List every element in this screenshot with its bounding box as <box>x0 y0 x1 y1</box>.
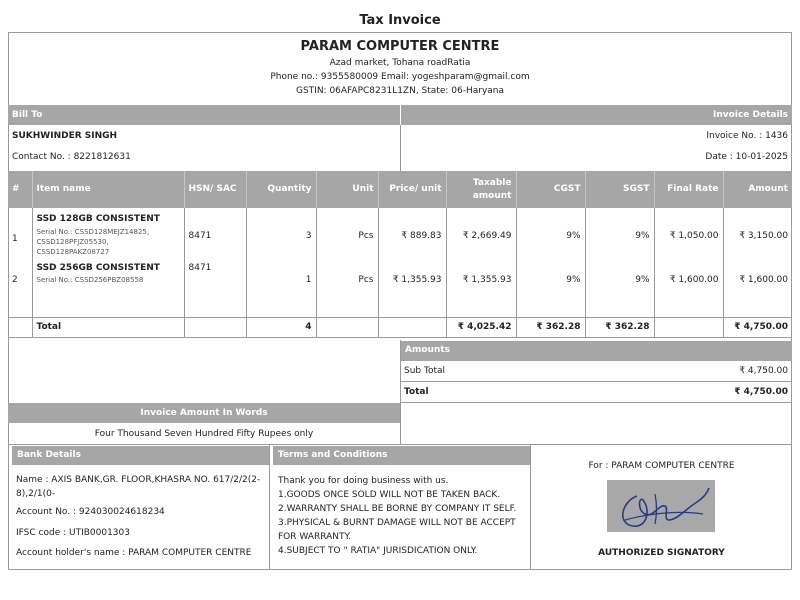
bank-account-number: Account No. : 924030024618234 <box>16 507 165 517</box>
company-address: Azad market, Tohana roadRatia <box>329 58 471 68</box>
col-header-item-name: Item name <box>32 171 184 208</box>
col-header-cgst: CGST <box>516 171 585 208</box>
company-header <box>8 38 792 98</box>
col-header-sgst: SGST <box>585 171 654 208</box>
words-bottom-line <box>8 444 792 445</box>
row-index: 1 <box>8 208 32 263</box>
bill-to-header: Bill To <box>12 110 43 120</box>
amounts-bottom-line <box>401 402 792 403</box>
total-qty: 4 <box>246 317 316 337</box>
col-header-price: Price/ unit <box>378 171 446 208</box>
col-header-amount: Amount <box>723 171 792 208</box>
col-header-final-rate: Final Rate <box>654 171 723 208</box>
table-row <box>8 208 792 263</box>
row-unit: Pcs <box>316 263 378 296</box>
col-header-taxable: Taxable amount <box>446 171 516 208</box>
item-name: SSD 128GB CONSISTENT <box>36 214 160 224</box>
row-final-rate: ₹ 1,600.00 <box>654 263 723 296</box>
row-sgst: 9% <box>585 208 654 263</box>
row-item <box>32 208 184 263</box>
bank-ifsc: IFSC code : UTIB0001303 <box>16 528 130 538</box>
col-header-hsn: HSN/ SAC <box>184 171 246 208</box>
customer-name: SUKHWINDER SINGH <box>12 131 118 141</box>
signature-scribble-icon <box>607 480 715 532</box>
row-hsn: 8471 <box>184 208 246 263</box>
table-spacer-row <box>8 296 792 317</box>
signature-for-line: For : PARAM COMPUTER CENTRE <box>588 461 735 471</box>
row-amount: ₹ 3,150.00 <box>739 230 788 241</box>
company-contact: Phone no.: 9355580009 Email: yogeshparam@gmail.com <box>270 72 530 82</box>
row-taxable: ₹ 1,355.93 <box>446 263 516 296</box>
row-unit: Pcs <box>316 208 378 263</box>
terms-line: 3.PHYSICAL & BURNT DAMAGE WILL NOT BE ACCEPT FOR WARRANTY. <box>278 518 516 542</box>
invoice-number: Invoice No. : 1436 <box>706 131 788 141</box>
row-index: 2 <box>8 263 32 296</box>
terms-header: Terms and Conditions <box>273 446 530 465</box>
table-row <box>8 263 792 296</box>
company-gstin: GSTIN: 06AFAPC8231L1ZN, State: 06-Haryana <box>295 86 504 96</box>
authorized-signatory-label: AUTHORIZED SIGNATORY <box>598 548 725 558</box>
invoice-date: Date : 10-01-2025 <box>705 152 788 162</box>
row-amount: ₹ 1,600.00 <box>739 274 788 285</box>
row-item <box>32 263 184 296</box>
grand-total-label: Total <box>404 387 429 397</box>
amount-in-words: Four Thousand Seven Hundred Fifty Rupees only <box>94 429 314 439</box>
bank-terms-divider <box>269 444 270 570</box>
row-qty: 3 <box>246 208 316 263</box>
total-cgst: ₹ 362.28 <box>516 317 585 337</box>
document-title: Tax Invoice <box>359 13 441 28</box>
row-taxable: ₹ 2,669.49 <box>446 208 516 263</box>
billing-divider <box>400 125 401 171</box>
row-cgst: 9% <box>516 208 585 263</box>
table-header-row <box>8 171 792 208</box>
bank-account-holder: Account holder's name : PARAM COMPUTER CENTRE <box>16 548 252 558</box>
row-price: ₹ 1,355.93 <box>378 263 446 296</box>
terms-line: 4.SUBJECT TO " RATIA" JURISDICATION ONLY. <box>278 546 478 556</box>
company-name: PARAM COMPUTER CENTRE <box>300 39 500 54</box>
col-header-unit: Unit <box>316 171 378 208</box>
grand-total-value: ₹ 4,750.00 <box>734 387 788 397</box>
row-sgst: 9% <box>585 263 654 296</box>
row-hsn: 8471 <box>184 263 246 296</box>
signature-image <box>607 480 715 532</box>
row-price: ₹ 889.83 <box>378 208 446 263</box>
words-header: Invoice Amount In Words <box>8 403 400 423</box>
invoice-details-header: Invoice Details <box>600 110 788 120</box>
bank-details-header: Bank Details <box>12 446 269 465</box>
subtotal-label: Sub Total <box>404 366 446 376</box>
total-taxable: ₹ 4,025.42 <box>446 317 516 337</box>
total-amount: ₹ 4,750.00 <box>723 317 792 337</box>
terms-list <box>278 474 528 558</box>
subtotal-value: ₹ 4,750.00 <box>739 366 788 376</box>
amounts-header: Amounts <box>401 341 792 361</box>
total-sgst: ₹ 362.28 <box>585 317 654 337</box>
terms-line: 2.WARRANTY SHALL BE BORNE BY COMPANY IT SELF. <box>278 504 517 514</box>
row-qty: 1 <box>246 263 316 296</box>
items-table <box>8 171 792 338</box>
item-serial: Serial No.: CSSD256PBZ08558 <box>36 276 144 284</box>
bank-name: Name : AXIS BANK,GR. FLOOR,KHASRA NO. 617/2/2(2-8),2/1(0- <box>16 475 261 499</box>
terms-line: Thank you for doing business with us. <box>278 476 449 486</box>
customer-contact: Contact No. : 8221812631 <box>12 152 131 162</box>
item-name: SSD 256GB CONSISTENT <box>36 263 160 273</box>
col-header-quantity: Quantity <box>246 171 316 208</box>
col-header-index: # <box>8 171 32 208</box>
row-final-rate: ₹ 1,050.00 <box>654 208 723 263</box>
amounts-separator <box>401 381 792 382</box>
table-total-row <box>8 317 792 337</box>
total-label: Total <box>32 317 184 337</box>
terms-line: 1.GOODS ONCE SOLD WILL NOT BE TAKEN BACK. <box>278 490 501 500</box>
row-cgst: 9% <box>516 263 585 296</box>
item-serial: Serial No.: CSSD128MEJZ14825, CSSD128PFJZ05530, CSSD128PAKZ08727 <box>36 228 150 256</box>
